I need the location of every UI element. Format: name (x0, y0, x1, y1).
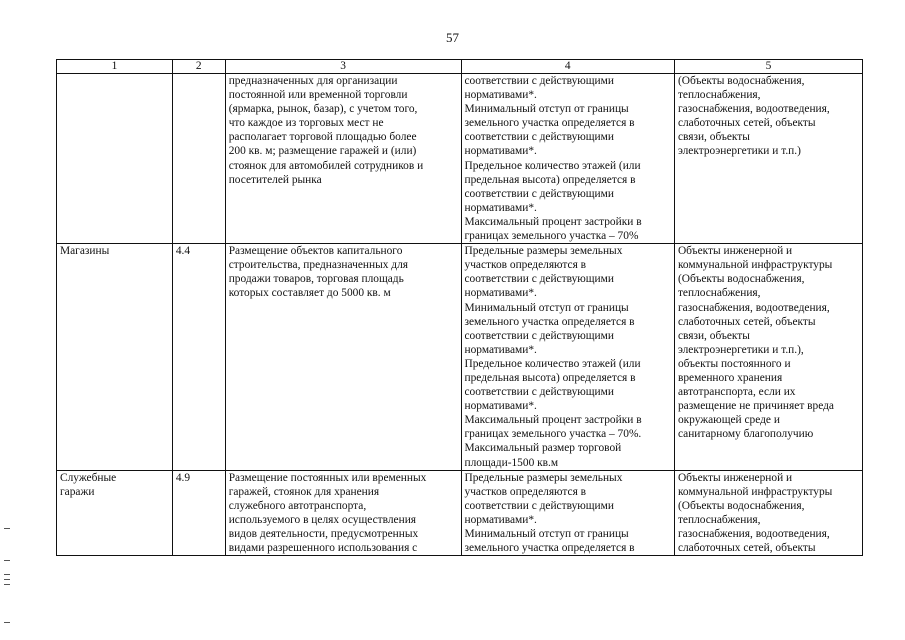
text-line: нормативами*. (464, 287, 537, 300)
header-col-1: 1 (57, 60, 173, 74)
text-line: (Объекты водоснабжения, (677, 499, 805, 512)
text-line: электроэнергетики и т.п.) (677, 145, 801, 158)
text-line: слаботочных сетей, объекты (677, 117, 816, 130)
header-col-3: 3 (225, 60, 461, 74)
text-line: санитарному благополучию (677, 428, 814, 441)
text-line: предельная высота) определяется в (464, 371, 636, 384)
text-line: продажи товаров, торговая площадь (228, 273, 404, 286)
text-line: нормативами*. (464, 513, 537, 526)
auxiliary-uses-cell (674, 244, 862, 471)
text-line: нормативами*. (464, 201, 537, 214)
text-line: соответствии с действующими (464, 187, 614, 200)
text-line: участков определяются в (464, 485, 587, 498)
text-line: объекты постоянного и (677, 357, 791, 370)
text-line: Предельные размеры земельных (464, 245, 623, 258)
text-line: Размещение объектов капитального (228, 245, 403, 258)
table-row (57, 74, 863, 244)
text-line: границах земельного участка – 70%. (464, 428, 642, 441)
text-line: используемого в целях осуществления (228, 513, 417, 526)
text-line: постоянной или временной торговли (228, 89, 408, 102)
text-line: участков определяются в (464, 259, 587, 272)
description-cell (225, 74, 461, 244)
text-line: нормативами*. (464, 145, 537, 158)
parameters-cell (461, 244, 674, 471)
text-line: Предельное количество этажей (или (464, 159, 641, 172)
text-line: электроэнергетики и т.п.), (677, 343, 804, 356)
text-line: Минимальный отступ от границы (464, 103, 629, 116)
text-line: земельного участка определяется в (464, 117, 635, 130)
text-line: предназначенных для организации (228, 75, 398, 87)
margin-mark (4, 622, 10, 623)
text-line: земельного участка определяется в (464, 315, 635, 328)
text-line: временного хранения (677, 371, 783, 384)
text-line: коммунальной инфраструктуры (677, 259, 833, 272)
text-line: связи, объекты (677, 131, 750, 144)
land-use-code-cell: 4.9 (172, 470, 225, 556)
text-line: нормативами*. (464, 400, 537, 413)
header-col-5: 5 (674, 60, 862, 74)
margin-mark (4, 584, 10, 585)
text-line: коммунальной инфраструктуры (677, 485, 833, 498)
text-line: соответствии с действующими (464, 131, 614, 144)
text-line: автотранспорта, если их (677, 386, 796, 399)
text-line: соответствии с действующими (464, 75, 614, 87)
text-line: которых составляет до 5000 кв. м (228, 287, 391, 300)
page-number: 57 (446, 30, 459, 45)
land-use-code-cell (172, 74, 225, 244)
text-line: нормативами*. (464, 89, 537, 102)
text-line: Объекты инженерной и (677, 471, 793, 484)
text-line: газоснабжения, водоотведения, (677, 103, 830, 116)
text-line: окружающей среде и (677, 414, 780, 427)
text-line: слаботочных сетей, объекты (677, 315, 816, 328)
text-line: располагает торговой площадью более (228, 131, 417, 144)
text-line: (ярмарка, рынок, базар), с учетом того, (228, 103, 418, 116)
text-line: газоснабжения, водоотведения, (677, 301, 830, 314)
table-row (57, 470, 863, 556)
text-line: гаражей, стоянок для хранения (228, 485, 380, 498)
description-cell (225, 244, 461, 471)
land-use-name-cell (57, 74, 173, 244)
text-line: газоснабжения, водоотведения, (677, 528, 830, 540)
text-line: Объекты инженерной и (677, 245, 793, 258)
text-line: соответствии с действующими (464, 386, 614, 399)
text-line: стоянок для автомобилей сотрудников и (228, 159, 424, 172)
margin-mark (4, 560, 10, 561)
text-line: предельная высота) определяется в (464, 173, 636, 186)
text-line: Максимальный процент застройки в (464, 215, 642, 228)
text-line: видами разрешенного использования с (228, 542, 418, 555)
text-line: размещение не причиняет вреда (677, 400, 834, 413)
text-line: Предельные размеры земельных (464, 471, 623, 484)
parameters-cell (461, 74, 674, 244)
text-line: теплоснабжения, (677, 513, 761, 526)
text-line: границах земельного участка – 70% (464, 230, 639, 243)
text-line: Максимальный процент застройки в (464, 414, 642, 427)
land-use-code-cell: 4.4 (172, 244, 225, 471)
text-line: слаботочных сетей, объекты (677, 542, 816, 555)
text-line: Размещение постоянных или временных (228, 471, 427, 484)
text-line: нормативами*. (464, 343, 537, 356)
margin-mark (4, 579, 10, 580)
text-line: (Объекты водоснабжения, (677, 273, 805, 286)
text-line: земельного участка определяется в (464, 542, 635, 555)
text-line: теплоснабжения, (677, 287, 761, 300)
text-line: Минимальный отступ от границы (464, 301, 629, 314)
auxiliary-uses-cell (674, 74, 862, 244)
text-line: что каждое из торговых мест не (228, 117, 384, 130)
text-line: строительства, предназначенных для (228, 259, 409, 272)
text-line: служебного автотранспорта, (228, 499, 367, 512)
text-line: соответствии с действующими (464, 273, 614, 286)
header-col-4: 4 (461, 60, 674, 74)
text-line: теплоснабжения, (677, 89, 761, 102)
land-use-name-cell: Магазины (57, 244, 173, 471)
land-use-table (56, 59, 863, 556)
margin-mark (4, 574, 10, 575)
text-line: соответствии с действующими (464, 499, 614, 512)
text-line: соответствии с действующими (464, 329, 614, 342)
table-row (57, 244, 863, 471)
header-col-2: 2 (172, 60, 225, 74)
text-line: площади-1500 кв.м (464, 456, 559, 469)
text-line: Максимальный размер торговой (464, 442, 622, 455)
header-row (57, 60, 863, 74)
description-cell (225, 470, 461, 556)
land-use-name-cell: Служебные гаражи (57, 470, 173, 556)
text-line: посетителей рынка (228, 173, 322, 186)
text-line: связи, объекты (677, 329, 750, 342)
text-line: Минимальный отступ от границы (464, 528, 629, 540)
parameters-cell (461, 470, 674, 556)
margin-mark (4, 528, 10, 529)
text-line: видов деятельности, предусмотренных (228, 528, 419, 540)
text-line: Предельное количество этажей (или (464, 357, 641, 370)
text-line: (Объекты водоснабжения, (677, 75, 805, 87)
text-line: 200 кв. м; размещение гаражей и (или) (228, 145, 417, 158)
auxiliary-uses-cell (674, 470, 862, 556)
